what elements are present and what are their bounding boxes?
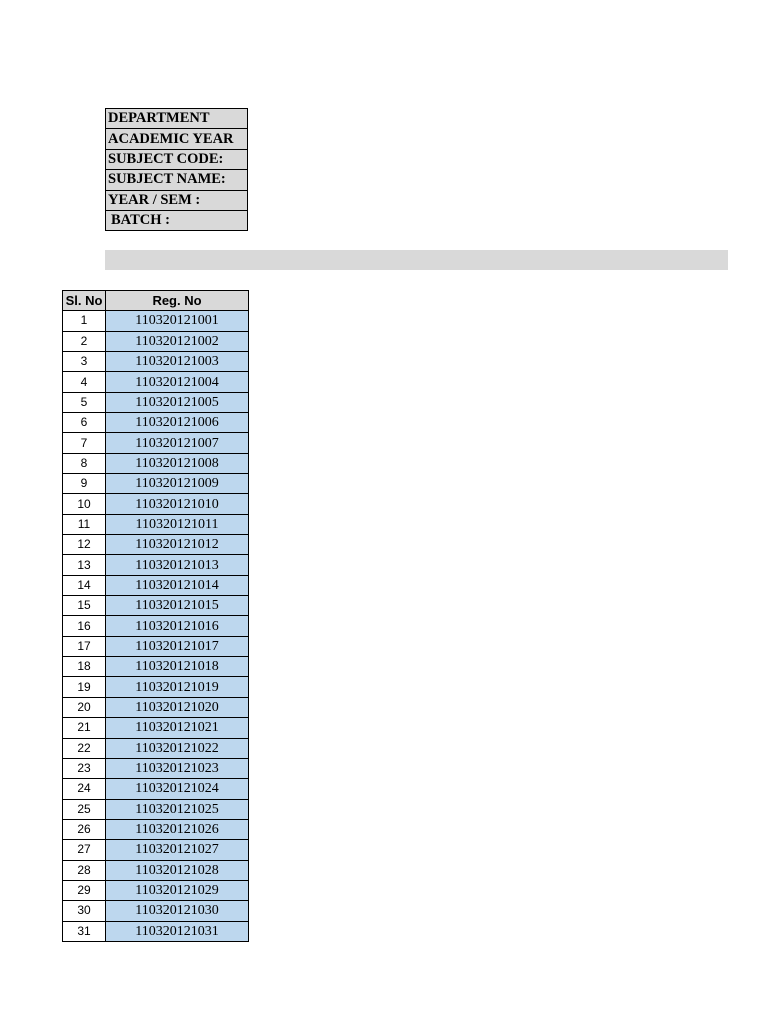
reg-no-cell: 110320121025 — [106, 799, 249, 819]
reg-no-cell: 110320121002 — [106, 331, 249, 351]
sl-no-cell: 12 — [63, 535, 106, 555]
table-row — [63, 616, 249, 636]
sl-no-cell: 24 — [63, 779, 106, 799]
sl-no-cell: 29 — [63, 880, 106, 900]
sl-no-cell: 27 — [63, 840, 106, 860]
sl-no-cell: 15 — [63, 596, 106, 616]
info-row-subject-code — [106, 149, 248, 169]
info-row-batch — [106, 210, 248, 230]
sl-no-cell: 3 — [63, 351, 106, 371]
reg-no-cell: 110320121022 — [106, 738, 249, 758]
reg-no-cell: 110320121006 — [106, 413, 249, 433]
sl-no-cell: 7 — [63, 433, 106, 453]
table-row — [63, 555, 249, 575]
reg-no-cell: 110320121023 — [106, 758, 249, 778]
reg-no-cell: 110320121031 — [106, 921, 249, 941]
sl-no-cell: 13 — [63, 555, 106, 575]
table-row — [63, 860, 249, 880]
table-row — [63, 657, 249, 677]
sl-no-cell: 28 — [63, 860, 106, 880]
info-row-department — [106, 109, 248, 129]
table-row — [63, 433, 249, 453]
table-row — [63, 596, 249, 616]
sl-no-cell: 31 — [63, 921, 106, 941]
reg-no-cell: 110320121013 — [106, 555, 249, 575]
sl-no-cell: 4 — [63, 372, 106, 392]
sl-no-cell: 25 — [63, 799, 106, 819]
sl-no-cell: 18 — [63, 657, 106, 677]
sl-no-cell: 22 — [63, 738, 106, 758]
reg-no-cell: 110320121001 — [106, 311, 249, 331]
table-row — [63, 799, 249, 819]
reg-no-cell: 110320121011 — [106, 514, 249, 534]
reg-no-cell: 110320121016 — [106, 616, 249, 636]
table-row — [63, 474, 249, 494]
sl-no-header: Sl. No — [63, 291, 106, 311]
reg-no-cell: 110320121018 — [106, 657, 249, 677]
sl-no-cell: 23 — [63, 758, 106, 778]
table-row — [63, 494, 249, 514]
table-row — [63, 575, 249, 595]
table-row — [63, 819, 249, 839]
info-row-academic-year — [106, 129, 248, 149]
subject-code-label: SUBJECT CODE: — [106, 149, 248, 169]
reg-no-cell: 110320121026 — [106, 819, 249, 839]
reg-no-cell: 110320121010 — [106, 494, 249, 514]
table-row — [63, 392, 249, 412]
table-row — [63, 880, 249, 900]
info-row-year-sem — [106, 190, 248, 210]
reg-no-cell: 110320121017 — [106, 636, 249, 656]
table-row — [63, 697, 249, 717]
course-info-table — [105, 108, 248, 231]
year-sem-label: YEAR / SEM : — [106, 190, 248, 210]
reg-no-cell: 110320121020 — [106, 697, 249, 717]
table-body — [63, 311, 249, 942]
reg-no-cell: 110320121024 — [106, 779, 249, 799]
reg-no-cell: 110320121029 — [106, 880, 249, 900]
reg-no-cell: 110320121008 — [106, 453, 249, 473]
reg-no-cell: 110320121027 — [106, 840, 249, 860]
sl-no-cell: 9 — [63, 474, 106, 494]
table-row — [63, 514, 249, 534]
department-label: DEPARTMENT — [106, 109, 248, 129]
reg-no-cell: 110320121007 — [106, 433, 249, 453]
sl-no-cell: 19 — [63, 677, 106, 697]
table-row — [63, 779, 249, 799]
table-row — [63, 677, 249, 697]
reg-no-cell: 110320121003 — [106, 351, 249, 371]
reg-no-cell: 110320121015 — [106, 596, 249, 616]
sl-no-cell: 30 — [63, 901, 106, 921]
sl-no-cell: 17 — [63, 636, 106, 656]
section-divider-bar — [105, 250, 728, 270]
table-row — [63, 921, 249, 941]
table-row — [63, 738, 249, 758]
table-row — [63, 372, 249, 392]
reg-no-cell: 110320121021 — [106, 718, 249, 738]
table-row — [63, 453, 249, 473]
reg-no-cell: 110320121019 — [106, 677, 249, 697]
reg-no-cell: 110320121004 — [106, 372, 249, 392]
reg-no-cell: 110320121005 — [106, 392, 249, 412]
table-row — [63, 901, 249, 921]
sl-no-cell: 6 — [63, 413, 106, 433]
sl-no-cell: 21 — [63, 718, 106, 738]
table-row — [63, 311, 249, 331]
sl-no-cell: 1 — [63, 311, 106, 331]
subject-name-label: SUBJECT NAME: — [106, 170, 248, 190]
table-row — [63, 636, 249, 656]
table-row — [63, 840, 249, 860]
table-row — [63, 718, 249, 738]
reg-no-cell: 110320121009 — [106, 474, 249, 494]
sl-no-cell: 16 — [63, 616, 106, 636]
table-row — [63, 413, 249, 433]
reg-no-header: Reg. No — [106, 291, 249, 311]
register-number-table — [62, 290, 249, 942]
reg-no-cell: 110320121014 — [106, 575, 249, 595]
sl-no-cell: 10 — [63, 494, 106, 514]
info-row-subject-name — [106, 170, 248, 190]
table-row — [63, 331, 249, 351]
reg-no-cell: 110320121030 — [106, 901, 249, 921]
table-row — [63, 758, 249, 778]
sl-no-cell: 2 — [63, 331, 106, 351]
academic-year-label: ACADEMIC YEAR — [106, 129, 248, 149]
sl-no-cell: 8 — [63, 453, 106, 473]
table-row — [63, 535, 249, 555]
reg-no-cell: 110320121012 — [106, 535, 249, 555]
reg-no-cell: 110320121028 — [106, 860, 249, 880]
sl-no-cell: 14 — [63, 575, 106, 595]
batch-label: BATCH : — [106, 210, 248, 230]
sl-no-cell: 5 — [63, 392, 106, 412]
table-row — [63, 351, 249, 371]
sl-no-cell: 26 — [63, 819, 106, 839]
sl-no-cell: 11 — [63, 514, 106, 534]
table-header-row — [63, 291, 249, 311]
sl-no-cell: 20 — [63, 697, 106, 717]
